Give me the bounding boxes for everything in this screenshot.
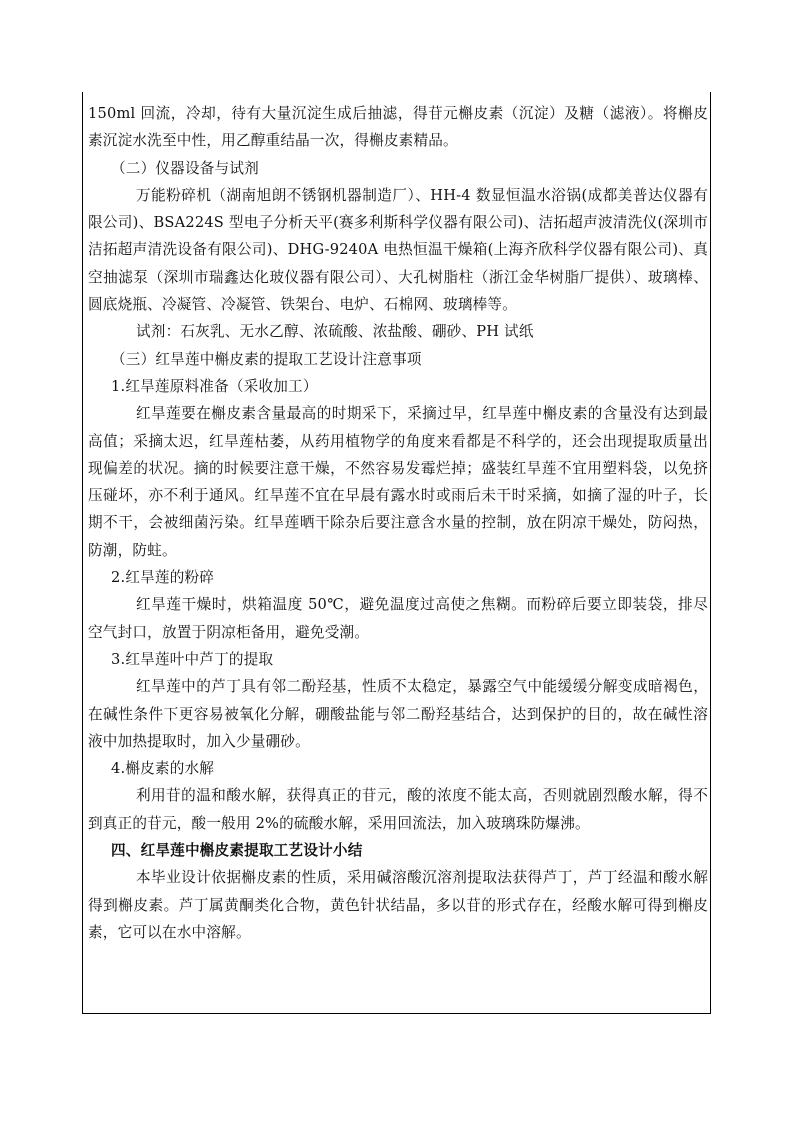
- section-heading-precautions: （三）红旱莲中槲皮素的提取工艺设计注意事项: [111, 350, 422, 368]
- section-heading-summary: 四、红旱莲中槲皮素提取工艺设计小结: [111, 842, 363, 860]
- subheading-hydrolysis: 4.槲皮素的水解: [111, 760, 215, 778]
- paragraph-instrument-list: 万能粉碎机（湖南旭朗不锈钢机器制造厂）、HH-4 数显恒温水浴锅(成都美普达仪器有限公司)、BSA224S 型电子分析天平(赛多利斯科学仪器有限公司)、洁拓超声波清洗仪(深圳市洁拓超声清洗设备有限公司)、DHG-9240A 电热恒温干燥箱(上海齐欣科学仪器有限公司)、真空抽滤泵（深圳市瑞鑫达化玻仪器有限公司）、大孔树脂柱（浙江金华树脂厂提供）、玻璃棒、圆底烧瓶、冷凝管、冷凝管、铁架台、电炉、石棉网、玻璃棒等。: [88, 186, 708, 314]
- subheading-rutin-extraction: 3.红旱莲叶中芦丁的提取: [111, 650, 274, 668]
- paragraph-raw-material: 红旱莲要在槲皮素含量最高的时期采下，采摘过早，红旱莲中槲皮素的含量没有达到最高值；采摘太迟，红旱莲枯萎，从药用植物学的角度来看都是不科学的，还会出现提取质量出现偏差的状况。摘的时候要注意干燥，不然容易发霉烂掉；盛装红旱莲不宜用塑料袋，以免挤压碰坏，亦不利于通风。红旱莲不宜在早晨有露水时或雨后未干时采摘，如摘了湿的叶子，长期不干，会被细菌污染。红旱莲晒干除杂后要注意含水量的控制，放在阴凉干燥处，防闷热，防潮，防蛀。: [88, 405, 708, 559]
- paragraph-summary: 本毕业设计依据槲皮素的性质，采用碱溶酸沉溶剂提取法获得芦丁，芦丁经温和酸水解得到槲皮素。芦丁属黄酮类化合物，黄色针状结晶，多以苷的形式存在，经酸水解可得到槲皮素，它可以在水中溶解。: [88, 869, 708, 941]
- paragraph-grinding: 红旱莲干燥时，烘箱温度 50℃，避免温度过高使之焦糊。而粉碎后要立即装袋，排尽空气封口，放置于阴凉柜备用，避免受潮。: [88, 596, 708, 641]
- subheading-grinding: 2.红旱莲的粉碎: [111, 569, 215, 587]
- paragraph-rutin-extraction: 红旱莲中的芦丁具有邻二酚羟基，性质不太稳定，暴露空气中能缓缓分解变成暗褐色，在碱性条件下更容易被氧化分解，硼酸盐能与邻二酚羟基结合，达到保护的目的，故在碱性溶液中加热提取时，加入少量硼砂。: [88, 678, 708, 750]
- subheading-raw-material: 1.红旱莲原料准备（采收加工）: [111, 377, 318, 395]
- paragraph-hydrolysis: 利用苷的温和酸水解，获得真正的苷元，酸的浓度不能太高，否则就剧烈酸水解，得不到真正的苷元，酸一般用 2%的硫酸水解，采用回流法，加入玻璃珠防爆沸。: [88, 787, 708, 832]
- paragraph-reflux-procedure: 150ml 回流，冷却，待有大量沉淀生成后抽滤，得苷元槲皮素（沉淀）及糖（滤液）。将槲皮素沉淀水洗至中性，用乙醇重结晶一次，得槲皮素精品。: [88, 105, 708, 150]
- paragraph-reagents: 试剂：石灰乳、无水乙醇、浓硫酸、浓盐酸、硼砂、PH 试纸: [136, 323, 534, 341]
- document-body: [88, 100, 708, 946]
- section-heading-instruments: （二）仪器设备与试剂: [111, 159, 259, 177]
